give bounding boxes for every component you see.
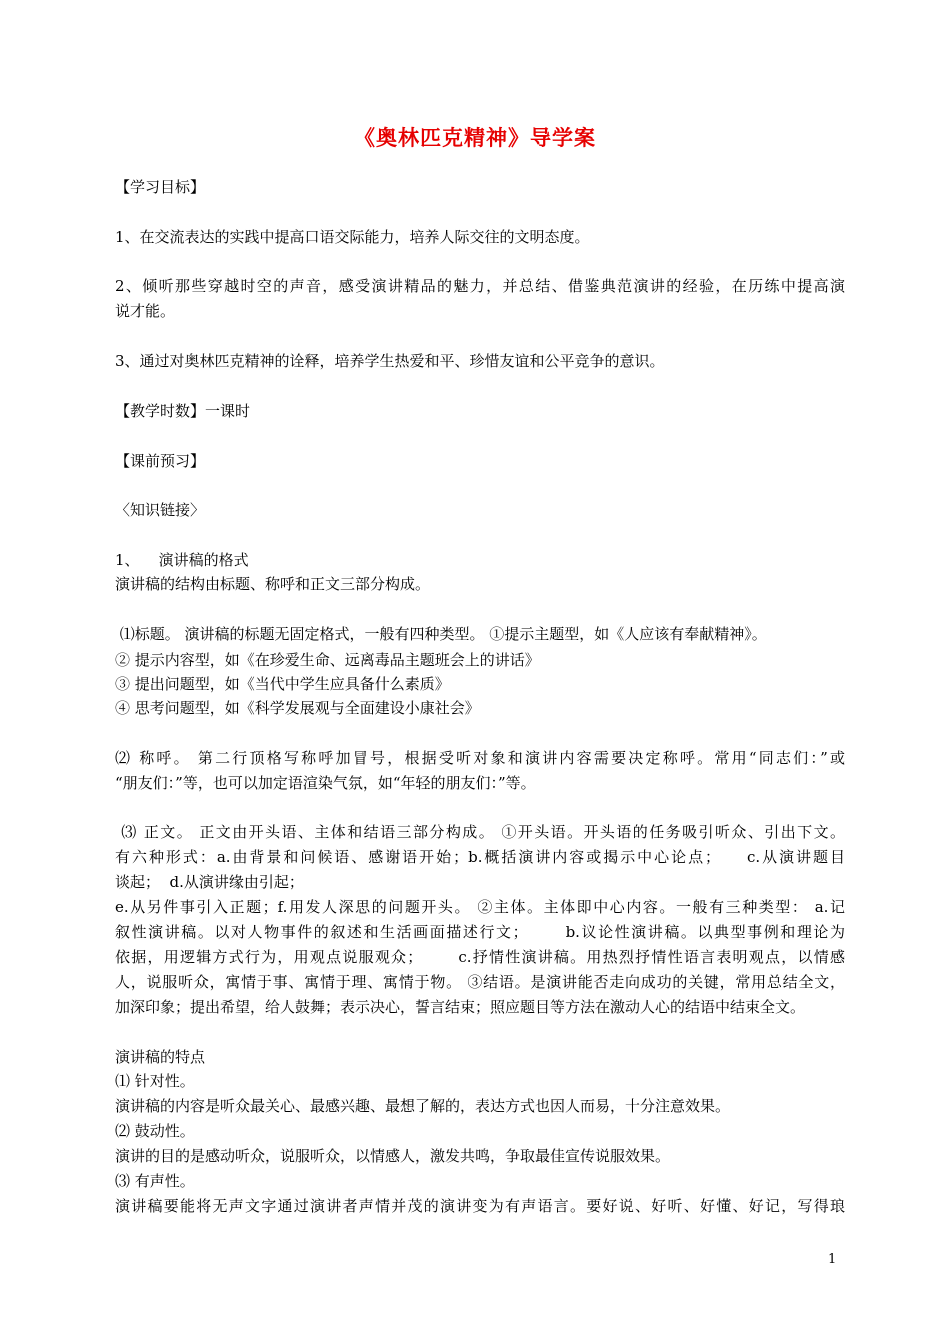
text-line: 谈起； d.从演讲缘由引起； <box>115 873 304 891</box>
text-line: 1、在交流表达的实践中提高口语交际能力，培养人际交往的文明态度。 <box>115 228 590 246</box>
section-heading-objectives: 【学习目标】 <box>115 178 206 196</box>
text-line: 演讲稿要能将无声文字通过演讲者声情并茂的演讲变为有声语言。要好说、好听、好懂、好记，写得琅 <box>115 1197 845 1215</box>
text-line: ⑴ 针对性。 <box>115 1072 195 1090</box>
text-line: ⑶ 正文。 正文由开头语、主体和结语三部分构成。 ①开头语。开头语的任务吸引听众、引出下文。 <box>115 823 845 841</box>
text-line: ⑵ 鼓动性。 <box>115 1122 195 1140</box>
document-title: 《奥林匹克精神》导学案 <box>354 125 596 150</box>
text-line: 2、倾听那些穿越时空的声音，感受演讲精品的魅力，并总结、借鉴典范演讲的经验，在历练中提高演 <box>115 277 845 295</box>
text-line: 说才能。 <box>115 302 176 320</box>
text-line: 依据，用逻辑方式行为，用观点说服观众； c.抒情性演讲稿。用热烈抒情性语言表明观点，以情感 <box>115 948 845 966</box>
text-line: 有六种形式：a.由背景和问候语、感谢语开始；b.概括演讲内容或揭示中心论点； c.从演讲题目 <box>115 848 845 866</box>
text-line: ⑵ 称呼。 第二行顶格写称呼加冒号，根据受听对象和演讲内容需要决定称呼。常用“同志们：”或 <box>115 749 845 767</box>
text-line: 3、通过对奥林匹克精神的诠释，培养学生热爱和平、珍惜友谊和公平竞争的意识。 <box>115 352 665 370</box>
text-line: ④ 思考问题型，如《科学发展观与全面建设小康社会》 <box>115 699 480 717</box>
text-line: ③ 提出问题型，如《当代中学生应具备什么素质》 <box>115 675 450 693</box>
text-line: 演讲的目的是感动听众，说服听众，以情感人，激发共鸣，争取最佳宣传说服效果。 <box>115 1147 671 1165</box>
text-line: 1、 演讲稿的格式 <box>115 551 249 569</box>
text-line: 演讲稿的结构由标题、称呼和正文三部分构成。 <box>115 575 431 593</box>
text-line: ⑶ 有声性。 <box>115 1172 195 1190</box>
text-line: “朋友们：”等，也可以加定语渲染气氛，如“年轻的朋友们：”等。 <box>115 774 536 792</box>
text-line: 叙性演讲稿。以对人物事件的叙述和生活画面描述行文； b.议论性演讲稿。以典型事例和理论为 <box>115 923 845 941</box>
subsection-heading-links: 〈知识链接〉 <box>115 501 206 519</box>
page-number: 1 <box>828 1252 837 1267</box>
subsection-heading-features: 演讲稿的特点 <box>115 1048 206 1066</box>
text-line: 人，说服听众，寓情于事、寓情于理、寓情于物。 ③结语。是演讲能否走向成功的关键，常用总结全文， <box>115 973 845 991</box>
text-line: 加深印象；提出希望，给人鼓舞；表示决心，誓言结束；照应题目等方法在激动人心的结语中结束全文。 <box>115 998 806 1016</box>
text-line: 演讲稿的内容是听众最关心、最感兴趣、最想了解的，表达方式也因人而易，十分注意效果。 <box>115 1097 731 1115</box>
section-heading-preview: 【课前预习】 <box>115 452 206 470</box>
section-heading-hours: 【教学时数】一课时 <box>115 402 251 420</box>
text-line: e.从另件事引入正题；f.用发人深思的问题开头。 ②主体。主体即中心内容。一般有三种类型： a.记 <box>115 898 845 916</box>
text-line: ② 提示内容型，如《在珍爱生命、远离毒品主题班会上的讲话》 <box>115 651 540 669</box>
text-line: ⑴标题。 演讲稿的标题无固定格式，一般有四种类型。 ①提示主题型，如《人应该有奉献精神》。 <box>115 625 767 643</box>
